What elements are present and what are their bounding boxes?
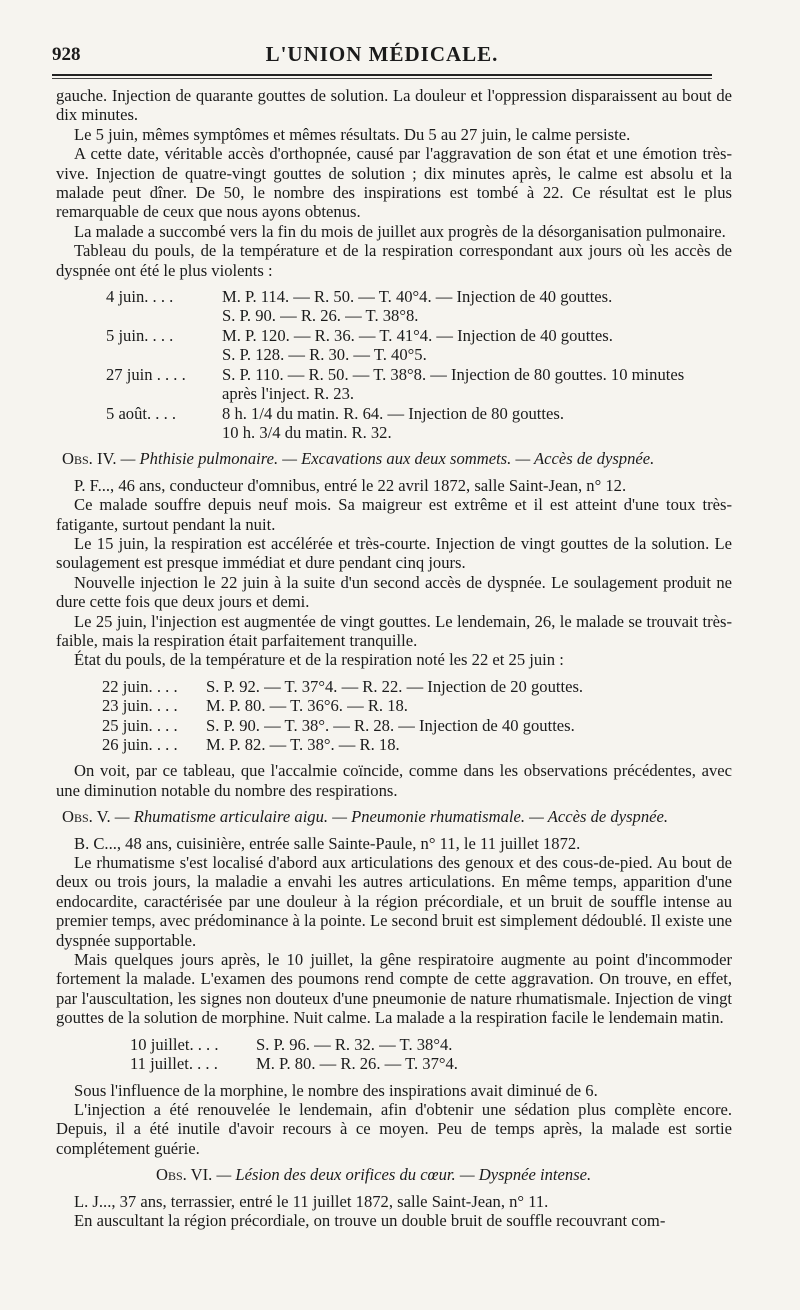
paragraph: Le 25 juin, l'injection est augmentée de vingt gouttes. Le lendemain, 26, le malade se trouvait très-faible, mais la respiration était parfaitement tranquille. [56, 611, 732, 650]
article-body [56, 86, 732, 1230]
table-row [56, 1035, 732, 1054]
row-date: 5 août. . . . [106, 403, 177, 423]
vitals-table [56, 287, 732, 442]
paragraph: Le rhumatisme s'est localisé d'abord aux articulations des genoux et des cous-de-pied. Au bout de deux ou trois jours, la maladie a envahi les autres articulations. En même temps, apparition d'une endocardite, caractérisée par une douleur à la région précordiale, et un bruit de souffle intense au premier temps, avec prédominance à la pointe. Le second bruit est simplement dédoublé. Il existe une dyspnée supportable. [56, 853, 732, 950]
row-date: 11 juillet. . . . [130, 1054, 218, 1074]
paragraph: On voit, par ce tableau, que l'accalmie coïncide, comme dans les observations précédentes, avec une diminution notable du nombre des respirations. [56, 761, 732, 800]
table-row [56, 735, 732, 754]
table-row [56, 287, 732, 306]
row-values: 10 h. 3/4 du matin. R. 32. [222, 422, 392, 442]
row-date: 10 juillet. . . . [130, 1034, 219, 1054]
row-values: 8 h. 1/4 du matin. R. 64. — Injection de 80 gouttes. [222, 403, 564, 423]
paragraph: Tableau du pouls, de la température et de la respiration correspondant aux jours où les accès de dyspnée ont été le plus violents : [56, 241, 732, 280]
paragraph: Sous l'influence de la morphine, le nombre des inspirations avait diminué de 6. [74, 1080, 598, 1100]
row-date: 23 juin. . . . [102, 696, 178, 716]
page-number: 928 [52, 44, 81, 65]
header-rule [52, 74, 712, 76]
paragraph: A cette date, véritable accès d'orthopnée, causé par l'aggravation de son état et une émotion très-vive. Injection de quatre-vingt gouttes de solution ; dix minutes après, le calme est absolu et la malade peut dîner. De 50, le nombre des inspirations est tombé à 22. Ce résultat est le plus remarquable de ceux que nous ayons obtenus. [56, 144, 732, 222]
header-rule-thin [52, 78, 712, 79]
row-values: M. P. 80. — T. 36°6. — R. 18. [206, 696, 408, 716]
paragraph: La malade a succombé vers la fin du mois de juillet aux progrès de la désorganisation pulmonaire. [74, 221, 726, 241]
paragraph: L. J..., 37 ans, terrassier, entré le 11 juillet 1872, salle Saint-Jean, n° 11. [74, 1191, 549, 1211]
table-row [56, 423, 732, 442]
row-date: 26 juin. . . . [102, 735, 178, 754]
paragraph: P. F..., 46 ans, conducteur d'omnibus, entré le 22 avril 1872, salle Saint-Jean, n° 12. [74, 475, 627, 495]
observation-heading [56, 449, 732, 468]
row-values: S. P. 96. — R. 32. — T. 38°4. [256, 1034, 453, 1054]
row-values: S. P. 110. — R. 50. — T. 38°8. — Injection de 80 gouttes. 10 minutes [222, 364, 685, 384]
paragraph: B. C..., 48 ans, cuisinière, entrée salle Sainte-Paule, n° 11, le 11 juillet 1872. [74, 833, 581, 853]
row-date [56, 306, 222, 325]
row-values: M. P. 82. — T. 38°. — R. 18. [206, 735, 400, 754]
table-row [56, 677, 732, 696]
paragraph: Nouvelle injection le 22 juin à la suite d'un second accès de dyspnée. Le soulagement produit ne dure cette fois que deux jours et demi. [56, 572, 732, 612]
row-values: S. P. 90. — R. 26. — T. 38°8. [222, 306, 419, 326]
table-row [56, 696, 732, 715]
row-values: M. P. 120. — R. 36. — T. 41°4. — Injection de 40 gouttes. [222, 325, 613, 345]
paragraph: Le 5 juin, mêmes symptômes et mêmes résultats. Du 5 au 27 juin, le calme persiste. [74, 124, 631, 144]
row-values: S. P. 128. — R. 30. — T. 40°5. [222, 345, 427, 365]
page-header [52, 44, 712, 74]
paragraph: Ce malade souffre depuis neuf mois. Sa maigreur est extrême et il est atteint d'une toux très-fatigante, surtout pendant la nuit. [56, 495, 732, 534]
observation-title: — Phthisie pulmonaire. — Excavations aux deux sommets. — Accès de dyspnée. [116, 449, 655, 469]
row-date [56, 384, 222, 403]
row-values: S. P. 92. — T. 37°4. — R. 22. — Injection de 20 gouttes. [206, 676, 584, 696]
running-title: L'UNION MÉDICALE. [265, 42, 499, 66]
paragraph: En auscultant la région précordiale, on trouve un double bruit de souffle recouvrant com- [74, 1210, 666, 1230]
row-date: 5 juin. . . . [106, 325, 174, 345]
observation-title: — Lésion des deux orifices du cœur. — Dyspnée intense. [212, 1165, 592, 1185]
paragraph: L'injection a été renouvelée le lendemain, afin d'obtenir une sédation plus complète encore. Depuis, il a été inutile d'avoir recours à ce moyen. Peu de temps après, la malade est sortie complétement guérie. [56, 1099, 732, 1158]
observation-title: — Rhumatisme articulaire aigu. — Pneumonie rhumatismale. — Accès de dyspnée. [110, 807, 669, 827]
table-row [56, 404, 732, 423]
row-values: M. P. 114. — R. 50. — T. 40°4. — Injection de 40 gouttes. [222, 287, 613, 307]
table-row [56, 384, 732, 403]
observation-label: Obs. IV. [62, 449, 117, 469]
paragraph: Le 15 juin, la respiration est accélérée et très-courte. Injection de vingt gouttes de la solution. Le soulagement est presque immédiat et dure pendant cinq jours. [56, 533, 732, 573]
vitals-table [56, 677, 732, 755]
row-date: 22 juin. . . . [102, 676, 178, 696]
row-date [56, 345, 222, 364]
vitals-table [56, 1035, 732, 1074]
row-date: 25 juin. . . . [102, 715, 178, 735]
table-row [56, 716, 732, 735]
observation-heading [56, 1165, 732, 1184]
paragraph: Mais quelques jours après, le 10 juillet, la gêne respiratoire augmente au point d'incommoder fortement la malade. L'examen des poumons rend compte de cette aggravation. On trouve, en effet, par l'auscultation, les signes non douteux d'une pneumonie de nature rhumatismale. Injection de vingt gouttes de la solution de morphine. Nuit calme. La malade a la respiration facile le lendemain matin. [56, 950, 732, 1028]
paragraph: État du pouls, de la température et de la respiration noté les 22 et 25 juin : [74, 650, 564, 670]
row-date: 4 juin. . . . [106, 287, 174, 307]
row-values: S. P. 90. — T. 38°. — R. 28. — Injection de 40 gouttes. [206, 715, 575, 735]
row-values: après l'inject. R. 23. [222, 384, 355, 404]
observation-label: Obs. VI. [156, 1165, 213, 1185]
table-row [56, 306, 732, 325]
row-values: M. P. 80. — R. 26. — T. 37°4. [256, 1054, 458, 1074]
row-date [56, 423, 222, 442]
table-row [56, 365, 732, 384]
table-row [56, 345, 732, 364]
paragraph: gauche. Injection de quarante gouttes de solution. La douleur et l'oppression disparaissent au bout de dix minutes. [56, 86, 732, 125]
table-row [56, 326, 732, 345]
observation-heading [56, 807, 732, 826]
observation-label: Obs. V. [62, 807, 111, 827]
table-row [56, 1054, 732, 1073]
row-date: 27 juin . . . . [106, 364, 186, 384]
